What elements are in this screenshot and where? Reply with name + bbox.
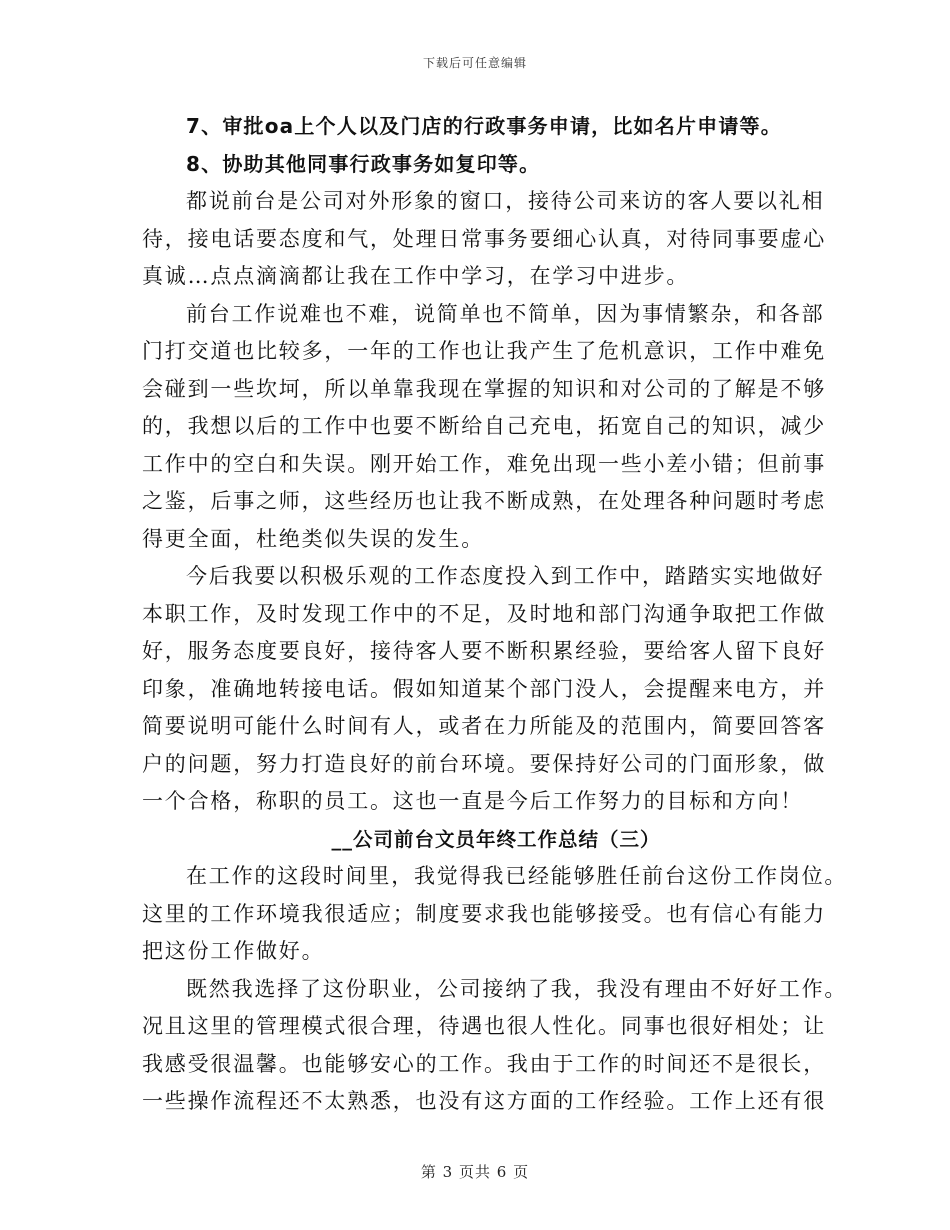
text-line: 真诚…点点滴滴都让我在工作中学习，在学习中进步。 [142, 264, 690, 288]
document-body [142, 108, 848, 1121]
text-line: 好，服务态度要良好，接待客人要不断积累经验，要给客人留下良好 [142, 639, 826, 663]
text-line: 前台工作说难也不难，说简单也不简单，因为事情繁杂，和各部 [186, 301, 825, 326]
text-line: 本职工作，及时发现工作中的不足，及时地和部门沟通争取把工作做 [142, 601, 826, 626]
text-line: 都说前台是公司对外形象的窗口，接待公司来访的客人要以礼相 [186, 189, 825, 213]
section-title: __公司前台文员年终工作总结（三） [331, 827, 661, 851]
text-line: 的，我想以后的工作中也要不断给自己充电，拓宽自己的知识，减少 [142, 414, 826, 438]
text-line: 一些操作流程还不太熟悉，也没有这方面的工作经验。工作上还有很 [142, 1089, 826, 1113]
text-line: 8、协助其他同事行政事务如复印等。 [186, 151, 541, 176]
text-line: 印象，准确地转接电话。假如知道某个部门没人，会提醒来电方，并 [142, 676, 826, 701]
text-line: 门打交道也比较多，一年的工作也让我产生了危机意识，工作中难免 [142, 339, 826, 363]
text-line: 既然我选择了这份职业，公司接纳了我，我没有理由不好好工作。 [186, 976, 848, 1001]
text-line: 之鉴，后事之师，这些经历也让我不断成熟，在处理各种问题时考虑 [142, 489, 826, 513]
header-note: 下载后可任意编辑 [422, 56, 527, 70]
text-line: 户的问题，努力打造良好的前台环境。要保持好公司的门面形象，做 [142, 751, 826, 776]
text-line: 一个合格，称职的员工。这也一直是今后工作努力的目标和方向！ [142, 789, 804, 813]
text-line: 我感受很温馨。也能够安心的工作。我由于工作的时间还不是很长， [142, 1051, 826, 1076]
page-number: 第 3 页共 6 页 [420, 1163, 530, 1181]
text-line: 待，接电话要态度和气，处理日常事务要细心认真，对待同事要虚心 [142, 226, 826, 251]
text-line: 工作中的空白和失误。刚开始工作，难免出现一些小差小错；但前事 [142, 451, 826, 476]
text-line: 7、审批oa上个人以及门店的行政事务申请，比如名片申请等。 [186, 114, 782, 138]
text-line: 会碰到一些坎坷，所以单靠我现在掌握的知识和对公司的了解是不够 [142, 376, 826, 401]
text-line: 把这份工作做好。 [142, 939, 325, 963]
text-line: 今后我要以积极乐观的工作态度投入到工作中，踏踏实实地做好 [186, 564, 825, 588]
text-line: 况且这里的管理模式很合理，待遇也很人性化。同事也很好相处；让 [142, 1014, 826, 1038]
text-line: 简要说明可能什么时间有人，或者在力所能及的范围内，简要回答客 [142, 714, 826, 738]
text-line: 得更全面，杜绝类似失误的发生。 [142, 526, 484, 551]
text-line: 这里的工作环境我很适应；制度要求我也能够接受。也有信心有能力 [142, 901, 826, 926]
text-line: 在工作的这段时间里，我觉得我已经能够胜任前台这份工作岗位。 [186, 864, 848, 888]
